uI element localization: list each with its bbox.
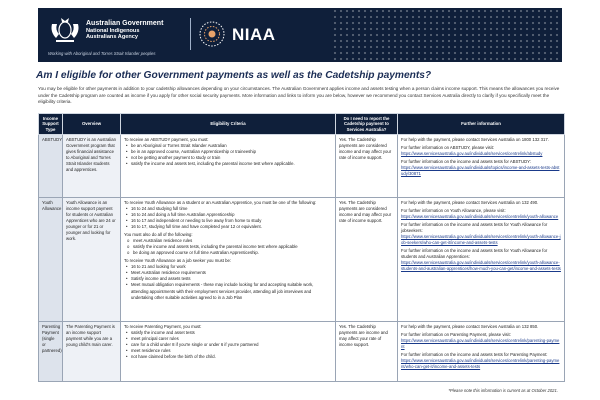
further-link[interactable]: https://www.servicesaustralia.gov.au/individuals/services/centrelink/youth-allowance-job-seekers/who-can-get-it/income-and-assets-tests [401,234,561,246]
criteria-list [124,206,332,230]
further-link[interactable]: https://www.servicesaustralia.gov.au/individuals/services/centrelink/parenting-payment/who-can-get-it/income-and-assets-tests [401,358,560,370]
list-item: • 16 to 24 and studying full time [124,206,332,212]
list-item: • 16 to 17 and independent or needing to live away from home to study [124,218,332,224]
list-item: • not be getting another payment to study or train [124,155,332,161]
tagline: Working with Aboriginal and Torres Strait Islander peoples [48,51,156,56]
brand-name: NIAA [232,25,276,44]
list-item: • Meet Australian residence requirements [124,270,332,276]
header-type: Income Support Type [39,114,63,135]
row-type: ABSTUDY [39,135,63,198]
further-text: For further information on the income and assets tests for ABSTUDY: [401,159,531,165]
criteria-intro: To receive Parenting Payment, you must: [124,324,202,330]
criteria-list [124,143,332,167]
page-title: Am I eligible for other Government payments as well as the Cadetship payments? [36,70,432,81]
row-reported: Yes. The Cadetship payments are considered income and may affect your rate of income support. [336,198,398,322]
header-banner [38,8,562,62]
further-text: For help with the payment, please contact Services Australia on 132 850. [401,324,539,330]
table-header-row [39,114,565,135]
footnote: *Please note this information is current as at October 2021. [448,388,558,393]
list-item: o meet Australian residence rules [124,238,332,244]
list-item: • Satisfy income and assets tests [124,276,332,282]
row-overview: Youth Allowance is an income support payment for students or Australian Apprentices who are 24 or younger or for 21 or younger and looking for work. [63,198,121,322]
row-further [398,135,565,198]
criteria-intro: You must also do all of the following: [124,232,193,238]
list-item: • satisfy the income and asset tests [124,330,332,336]
government-wordmark [86,20,163,41]
row-further [398,322,565,382]
further-text: For further information on the income and assets tests for Youth Allowance for jobseekers: [401,222,548,234]
list-item: o satisfy the income and assets tests, including the parental income test where applicable [124,244,332,250]
row-overview: The Parenting Payment is an income support payment while you are a young child's main carer. [63,322,121,382]
list-item: • meet residence rules [124,348,332,354]
further-link[interactable]: https://www.servicesaustralia.gov.au/individuals/services/centrelink/parenting-payment [401,338,560,350]
row-further [398,198,565,322]
further-text: For help with the payment, please contact Services Australia on 1800 132 317. [401,137,549,143]
criteria-intro: To receive an ABSTUDY payment, you must: [124,137,209,143]
list-item: • meet principal carer rules [124,336,332,342]
criteria-list [124,330,332,360]
criteria-intro: To receive Youth Allowance as a student or an Australian Apprentice, you must be one of the following: [124,200,317,206]
table-row-youth-allowance [39,198,565,322]
criteria-intro: To receive Youth Allowance as a job seeker you must be: [124,258,232,264]
criteria-list [124,238,332,256]
further-link[interactable]: https://www.servicesaustralia.gov.au/individuals/topics/income-and-assets-tests-abstudy/30871 [401,165,560,177]
list-item: • Meet mutual obligation requirements - these may include looking for and accepting suitable work, attending appointments with their employment services provider, attending all job interviews and undertaking other suitable activities agreed to in a Job Plan [124,282,332,300]
gov-line-2: National Indigenous [86,28,140,35]
dot-pattern [332,8,562,62]
table-row-parenting-payment [39,322,565,382]
further-text: For further information on Parenting Payment, please visit: [401,332,511,338]
list-item: • be in an approved course, Australian Apprenticeship or traineeship [124,149,332,155]
row-criteria [121,198,336,322]
further-link[interactable]: https://www.servicesaustralia.gov.au/individuals/services/centrelink/youth-allowance [401,214,559,220]
header-reported: Do I need to report the Cadetship payment to Services Australia? [336,114,398,135]
list-item: • care for a child under 8 if you're single or under 6 if you're partnered [124,342,332,348]
row-type: Youth Allowance [39,198,63,322]
gov-line-3: Australians Agency [86,34,139,41]
niaa-logo-icon [198,19,226,49]
further-text: For further information on the income and assets tests for Youth Allowance for students and Australian Apprentices: [401,248,548,260]
further-text: For further information on Youth Allowance, please visit: [401,208,506,214]
row-type: Parenting Payment (single or partnered) [39,322,63,382]
row-overview: ABSTUDY is an Australian Government program that gives financial assistance to Aboriginal and Torres Strait Islander students and apprentices. [63,135,121,198]
further-text: For further information on the income and assets tests for Parenting Payment: [401,352,548,358]
list-item: • 16 to 24 and doing a full time Australian Apprenticeship [124,212,332,218]
list-item: o be doing an approved course or full time Australian Apprenticeship. [124,250,332,256]
further-text: For help with the payment, please contact Services Australia on 132 490. [401,200,539,206]
list-item: • 16 to 21 and looking for work [124,264,332,270]
criteria-list [124,264,332,300]
list-item: • satisfy the income and assets test, including the parental income test where applicable. [124,161,332,167]
list-item: • 16 to 17, studying full time and have completed year 12 or equivalent. [124,224,332,230]
further-text: For further information on ABSTUDY, please visit: [401,145,494,151]
further-link[interactable]: https://www.servicesaustralia.gov.au/individuals/services/centrelink/abstudy [401,151,543,157]
gov-line-1: Australian Government [86,20,164,27]
row-reported: Yes. The Cadetship payments are considered income and may affect your rate of income support. [336,135,398,198]
header-divider [190,18,191,50]
header-criteria: Eligibility Criteria [121,114,336,135]
header-further: Further information [398,114,565,135]
header-overview: Overview [63,114,121,135]
list-item: • not have claimed before the birth of the child. [124,354,332,360]
row-criteria [121,135,336,198]
intro-paragraph: You may be eligible for other payments in addition to your cadetship allowances depending on your circumstances. The Australian Government applies income and assets testing when a person claims income support. This means the allowances you receive under the Cadetship program are counted as income if you apply for other social security payments. More information and links to inform you are below, however we recommend you contact Services Australia directly to clarify if you specifically meet the eligibility criteria. [38,86,560,105]
further-link[interactable]: https://www.servicesaustralia.gov.au/individuals/services/centrelink/youth-allowance-students-and-australian-apprentices/how-much-you-can-get/income-and-assets-tests [401,260,561,272]
row-reported: Yes. The Cadetship payments are income and may affect your rate of income support. [336,322,398,382]
payments-table [38,113,565,382]
table-row-abstudy [39,135,565,198]
coat-of-arms-icon [48,16,82,44]
row-criteria [121,322,336,382]
list-item: • be an Aboriginal or Torres Strait Islander Australian [124,143,332,149]
